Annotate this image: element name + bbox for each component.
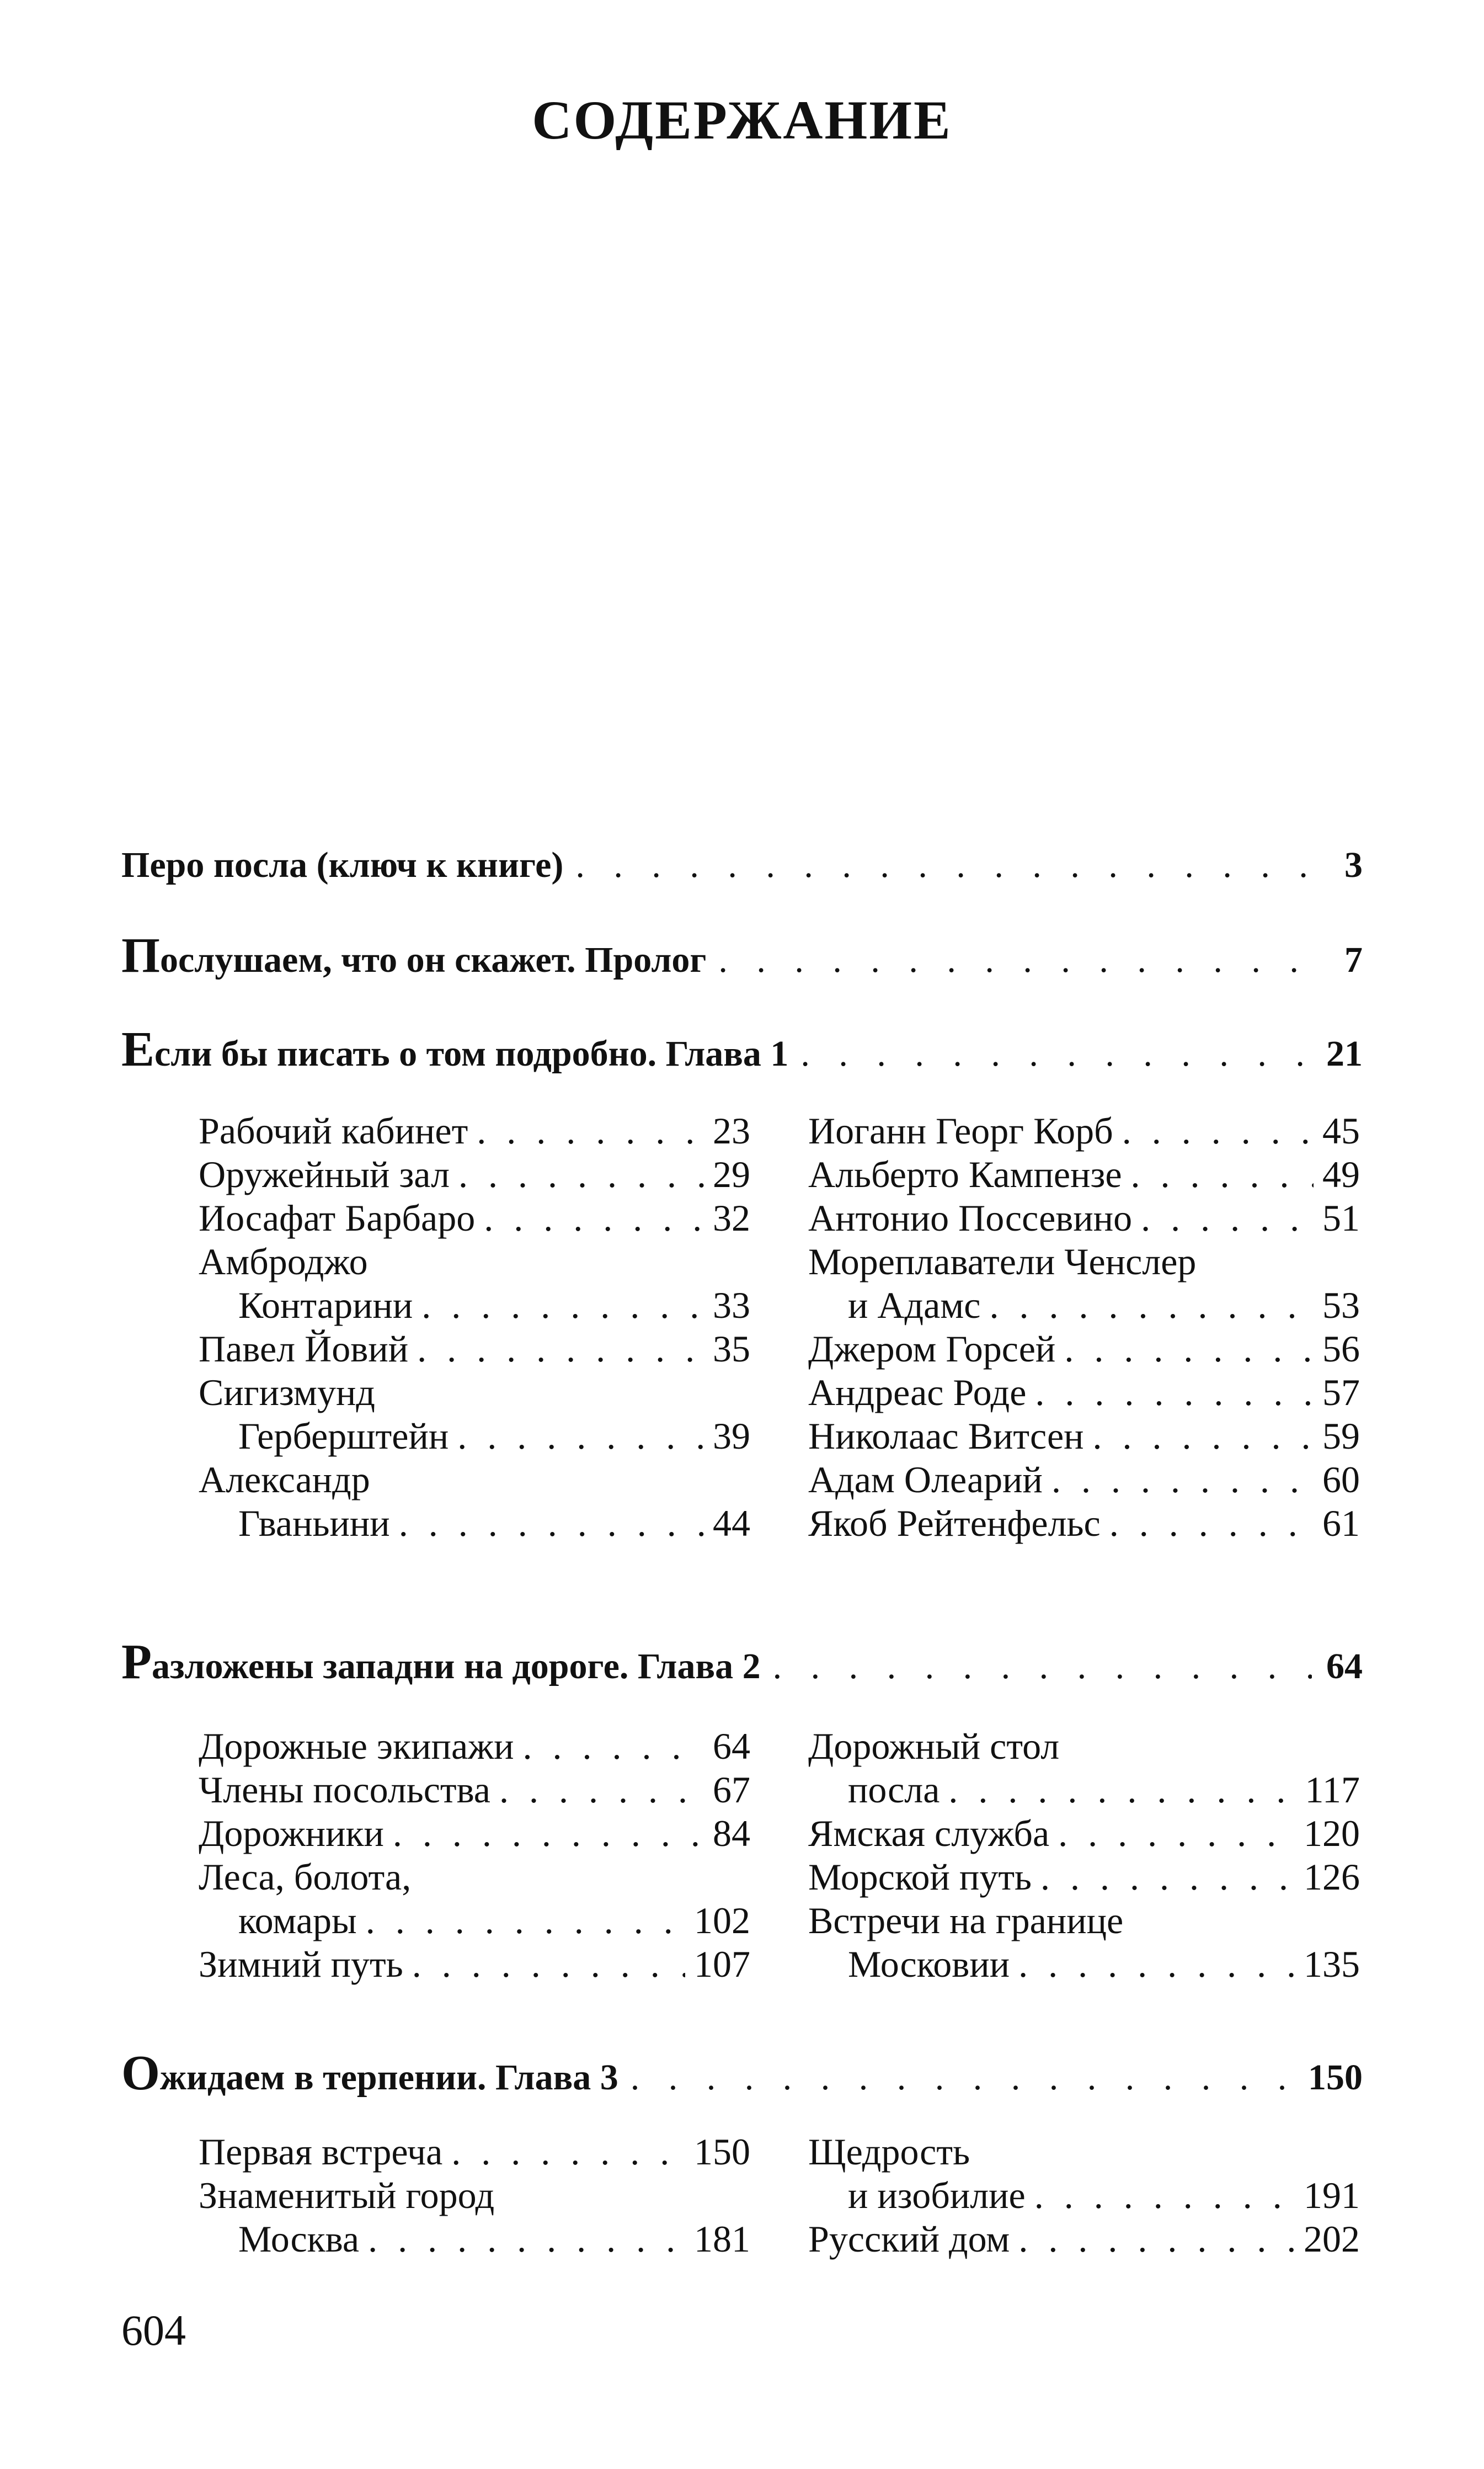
toc-subentry-label: Павел Йовий [199, 1328, 409, 1370]
toc-page-number: 23 [713, 1110, 750, 1152]
dot-leader [1141, 1196, 1314, 1240]
toc-subentry-label: Иосафат Барбаро [199, 1197, 476, 1239]
dot-leader [718, 939, 1312, 981]
toc-subentry-label: Мореплаватели Ченслер [808, 1241, 1197, 1283]
toc-subentry[interactable] [199, 1327, 750, 1371]
dot-leader [773, 1646, 1312, 1688]
toc-subentry[interactable] [808, 1502, 1360, 1545]
dot-leader [1018, 1943, 1295, 1986]
toc-subentry-label: Леса, болота, [199, 1856, 412, 1898]
toc-subentry-label: Москва [238, 2218, 360, 2260]
toc-subentry-label: Московии [848, 1943, 1010, 1985]
dot-leader [1051, 1458, 1314, 1502]
toc-subentry[interactable] [808, 2174, 1360, 2217]
dot-leader [1040, 1855, 1295, 1899]
toc-page-number: 29 [713, 1153, 750, 1195]
toc-subentry-label: Якоб Рейтенфельс [808, 1502, 1101, 1544]
dot-leader [1064, 1327, 1314, 1371]
toc-subentry [808, 2130, 1360, 2174]
dot-leader [1018, 2217, 1295, 2261]
toc-subentry[interactable] [199, 1414, 750, 1458]
toc-page-number: 33 [713, 1284, 750, 1326]
dot-leader [990, 1284, 1314, 1327]
toc-subentry-label: комары [238, 1899, 357, 1941]
toc-page-number: 150 [1308, 2057, 1363, 2098]
toc-subentry-label: и изобилие [848, 2174, 1026, 2216]
toc-page-number: 191 [1304, 2174, 1360, 2216]
toc-subentry[interactable] [808, 1768, 1360, 1812]
toc-subentry [199, 1458, 750, 1502]
dot-leader [499, 1768, 704, 1812]
toc-subentry[interactable] [199, 1502, 750, 1545]
toc-subentry-label: Сигизмунд [199, 1371, 375, 1413]
toc-subentry[interactable] [199, 1812, 750, 1855]
toc-entry-chapter-1[interactable] [121, 1021, 1363, 1078]
toc-entry-label: Перо посла (ключ к книге) [121, 845, 564, 885]
toc-page-number: 60 [1322, 1459, 1360, 1500]
dot-leader [800, 1033, 1312, 1075]
dot-leader [948, 1768, 1296, 1812]
dot-leader [457, 1414, 704, 1458]
toc-subentry-label: Гваньини [238, 1502, 390, 1544]
toc-entry-label: ослушаем, что он скажет. Пролог [160, 940, 707, 980]
toc-subentry[interactable] [808, 2217, 1360, 2261]
toc-subentry[interactable] [199, 1725, 750, 1768]
dot-leader [421, 1284, 704, 1327]
dot-leader [1109, 1502, 1314, 1545]
toc-subentry-label: Члены посольства [199, 1769, 490, 1811]
toc-subentry [808, 1899, 1360, 1943]
toc-subentry[interactable] [808, 1327, 1360, 1371]
page-title: СОДЕРЖАНИЕ [532, 89, 952, 151]
toc-subentry[interactable] [808, 1153, 1360, 1196]
toc-subentry[interactable] [808, 1458, 1360, 1502]
toc-entry-chapter-3[interactable] [121, 2045, 1363, 2101]
dot-leader [366, 1899, 685, 1943]
drop-initial: Е [121, 1022, 155, 1077]
toc-page-number: 56 [1322, 1328, 1360, 1370]
toc-subentry [199, 1855, 750, 1899]
toc-subentry [199, 1240, 750, 1284]
dot-leader [523, 1725, 704, 1768]
toc-subentry[interactable] [199, 1196, 750, 1240]
chapter-2-right-column [808, 1725, 1360, 1986]
toc-entry-label: азложены западни на дороге. Глава 2 [151, 1646, 761, 1686]
dot-leader [417, 1327, 704, 1371]
toc-subentry-label: Герберштейн [238, 1415, 449, 1457]
toc-subentry-label: Морской путь [808, 1856, 1032, 1898]
chapter-3-right-column [808, 2130, 1360, 2261]
toc-subentry[interactable] [199, 2217, 750, 2261]
toc-subentry[interactable] [199, 2130, 750, 2174]
toc-subentry-label: Дорожные экипажи [199, 1725, 514, 1767]
toc-subentry[interactable] [199, 1109, 750, 1153]
dot-leader [451, 2130, 685, 2174]
toc-page-number: 21 [1326, 1034, 1363, 1074]
dot-leader [1058, 1812, 1295, 1855]
toc-subentry[interactable] [199, 1943, 750, 1986]
toc-subentry-label: Русский дом [808, 2218, 1010, 2260]
toc-page-number: 3 [1344, 845, 1363, 885]
toc-subentry-label: Иоганн Георг Корб [808, 1110, 1113, 1152]
toc-subentry[interactable] [808, 1943, 1360, 1986]
toc-page-number: 102 [694, 1899, 750, 1941]
toc-page-number: 150 [694, 2131, 750, 2173]
toc-page-number: 49 [1322, 1153, 1360, 1195]
toc-subentry-label: Зимний путь [199, 1943, 403, 1985]
dot-leader [412, 1943, 685, 1986]
toc-subentry[interactable] [808, 1371, 1360, 1414]
toc-subentry[interactable] [199, 1768, 750, 1812]
dot-leader [399, 1502, 704, 1545]
toc-subentry-label: Николаас Витсен [808, 1415, 1084, 1457]
drop-initial: Р [121, 1635, 152, 1689]
toc-page-number: 61 [1322, 1502, 1360, 1544]
toc-subentry [199, 2174, 750, 2217]
dot-leader [631, 2057, 1296, 2099]
toc-page-number: 45 [1322, 1110, 1360, 1152]
toc-subentry-label: Альберто Кампензе [808, 1153, 1122, 1195]
dot-leader [484, 1196, 704, 1240]
toc-subentry-label: Антонио Поссевино [808, 1197, 1133, 1239]
dot-leader [393, 1812, 704, 1855]
chapter-3-left-column [199, 2130, 750, 2261]
toc-page-number: 59 [1322, 1415, 1360, 1457]
dot-leader [1093, 1414, 1314, 1458]
toc-subentry-label: Ямская служба [808, 1812, 1050, 1854]
toc-subentry-label: и Адамс [848, 1284, 981, 1326]
toc-page-number: 44 [713, 1502, 750, 1544]
toc-entry-prolog[interactable] [121, 927, 1363, 984]
toc-subentry-label: Контарини [238, 1284, 413, 1326]
toc-subentry[interactable] [808, 1196, 1360, 1240]
toc-entry-chapter-2[interactable] [121, 1633, 1363, 1690]
toc-subentry-label: Знаменитый город [199, 2174, 495, 2216]
toc-subentry-label: Оружейный зал [199, 1153, 450, 1195]
toc-subentry-label: Рабочий кабинет [199, 1110, 468, 1152]
dot-leader [458, 1153, 704, 1196]
toc-subentry-label: Амброджо [199, 1241, 368, 1283]
toc-page-number: 120 [1304, 1812, 1360, 1854]
toc-page-number: 64 [713, 1725, 750, 1767]
dot-leader [575, 844, 1312, 886]
toc-page-number: 35 [713, 1328, 750, 1370]
drop-initial: О [121, 2046, 161, 2100]
toc-page-number: 135 [1304, 1943, 1360, 1985]
toc-subentry-label: Щедрость [808, 2131, 970, 2173]
dot-leader [368, 2217, 685, 2261]
toc-subentry[interactable] [808, 1855, 1360, 1899]
toc-subentry[interactable] [808, 1109, 1360, 1153]
drop-initial: П [121, 928, 161, 983]
toc-subentry[interactable] [199, 1899, 750, 1943]
dot-leader [477, 1109, 704, 1153]
toc-subentry-label: посла [848, 1769, 940, 1811]
toc-page-number: 57 [1322, 1371, 1360, 1413]
dot-leader [1131, 1153, 1314, 1196]
toc-subentry-label: Дорожный стол [808, 1725, 1060, 1767]
toc-subentry-label: Александр [199, 1459, 370, 1500]
toc-page-number: 32 [713, 1197, 750, 1239]
toc-page-number: 39 [713, 1415, 750, 1457]
toc-page-number: 181 [694, 2218, 750, 2260]
toc-subentry-label: Встречи на границе [808, 1899, 1124, 1941]
toc-entry-label: сли бы писать о том подробно. Глава 1 [154, 1034, 789, 1074]
toc-subentry-label: Дорожники [199, 1812, 384, 1854]
toc-page-number: 202 [1304, 2218, 1360, 2260]
toc-entry-label: жидаем в терпении. Глава 3 [160, 2057, 618, 2098]
dot-leader [1122, 1109, 1314, 1153]
toc-page-number: 7 [1344, 940, 1363, 980]
toc-page-number: 117 [1305, 1769, 1360, 1811]
toc-page-number: 84 [713, 1812, 750, 1854]
dot-leader [1034, 2174, 1295, 2217]
toc-subentry[interactable] [199, 1153, 750, 1196]
toc-page-number: 64 [1326, 1646, 1363, 1686]
toc-subentry-label: Андреас Роде [808, 1371, 1027, 1413]
toc-page-number: 67 [713, 1769, 750, 1811]
toc-page-number: 107 [694, 1943, 750, 1985]
toc-entry-pero[interactable] [121, 844, 1363, 886]
toc-subentry [199, 1371, 750, 1414]
chapter-1-right-column [808, 1109, 1360, 1545]
page-number: 604 [121, 2306, 186, 2354]
toc-subentry[interactable] [808, 1812, 1360, 1855]
toc-page-number: 51 [1322, 1197, 1360, 1239]
toc-subentry[interactable] [808, 1284, 1360, 1327]
chapter-1-left-column [199, 1109, 750, 1545]
dot-leader [1035, 1371, 1314, 1414]
toc-subentry [808, 1725, 1360, 1768]
chapter-2-left-column [199, 1725, 750, 1986]
toc-page-number: 126 [1304, 1856, 1360, 1898]
toc-subentry[interactable] [808, 1414, 1360, 1458]
toc-subentry [808, 1240, 1360, 1284]
toc-subentry[interactable] [199, 1284, 750, 1327]
toc-subentry-label: Адам Олеарий [808, 1459, 1043, 1500]
toc-page-number: 53 [1322, 1284, 1360, 1326]
toc-subentry-label: Джером Горсей [808, 1328, 1056, 1370]
toc-subentry-label: Первая встреча [199, 2131, 443, 2173]
